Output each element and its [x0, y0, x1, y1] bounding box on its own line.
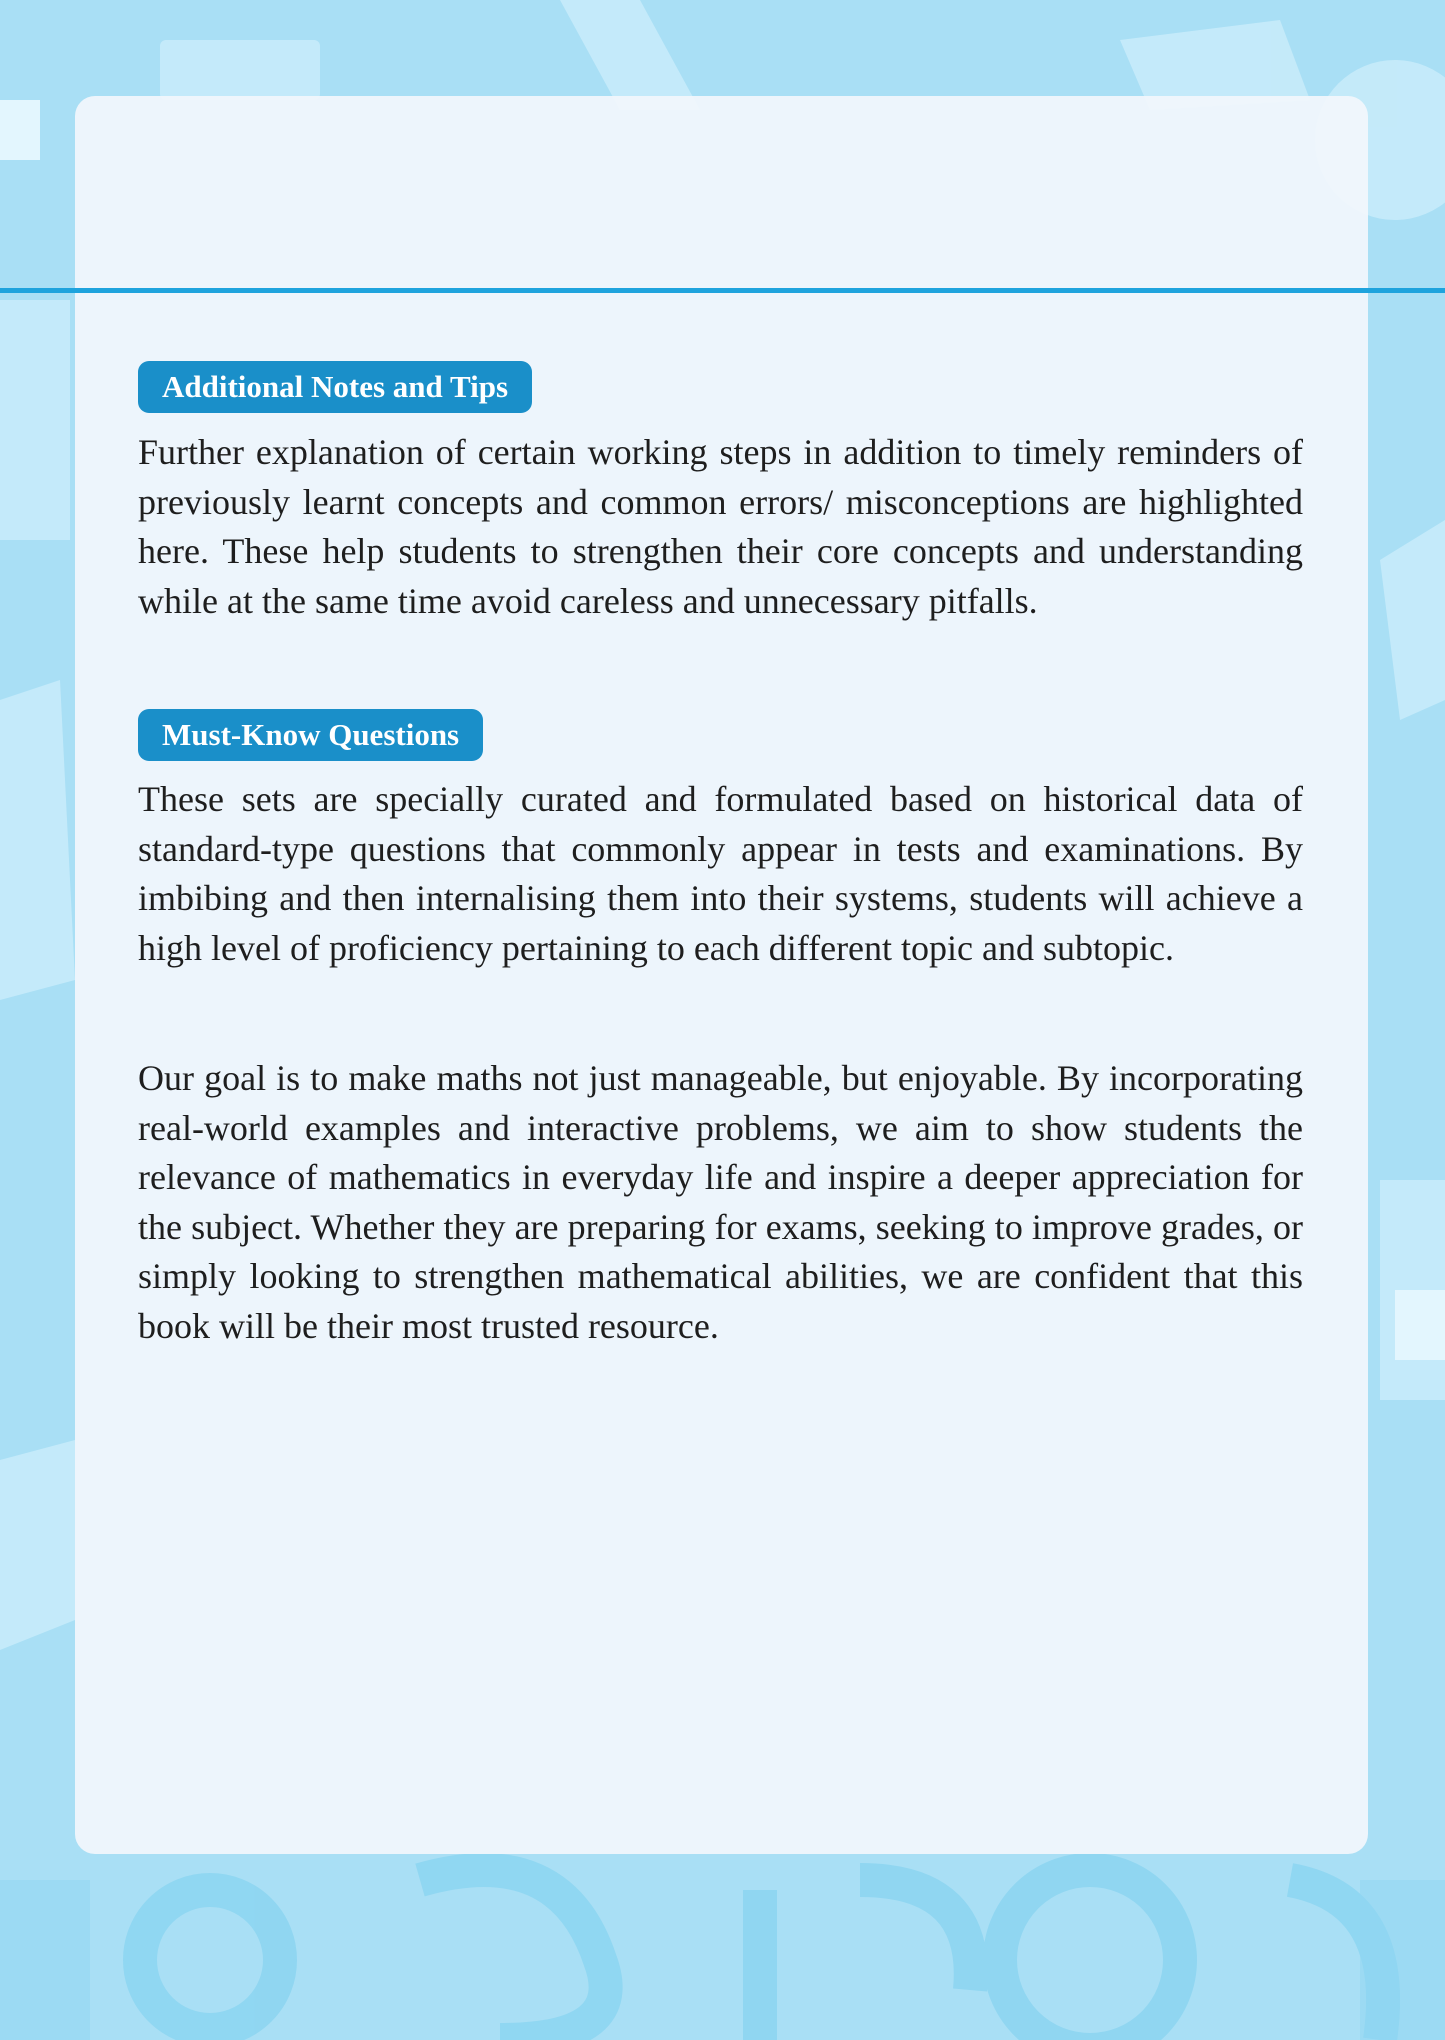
closing-paragraph: Our goal is to make maths not just manageable, but enjoyable. By incorporating real-world examples and interactive problems, we aim to show students the relevance of mathematics in everyday life and inspire a deeper appreciation for the subject. Whether they are preparing for exams, seeking to improve grades, or simply looking to strengthen mathematical abilities, we are confident that this book will be their most trusted resource. — [138, 1058, 1303, 1346]
header-rule — [0, 288, 1445, 293]
section-body-additional-notes: Further explanation of certain working steps in addition to timely reminders of previously learnt concepts and common errors/ misconceptions are highlighted here. These help students to strengthen their core concepts and understanding while at the same time avoid careless and unnecessary pitfalls. — [138, 432, 1303, 621]
section-heading-additional-notes: Additional Notes and Tips — [138, 361, 532, 413]
content-panel — [75, 96, 1368, 1854]
section-heading-must-know-questions: Must-Know Questions — [138, 709, 483, 761]
section-body-must-know-questions: These sets are specially curated and formulated based on historical data of standard-type questions that commonly appear in tests and examinations. By imbibing and then internalising them into their systems, students will achieve a high level of proficiency pertaining to each different topic and subtopic. — [138, 779, 1303, 968]
